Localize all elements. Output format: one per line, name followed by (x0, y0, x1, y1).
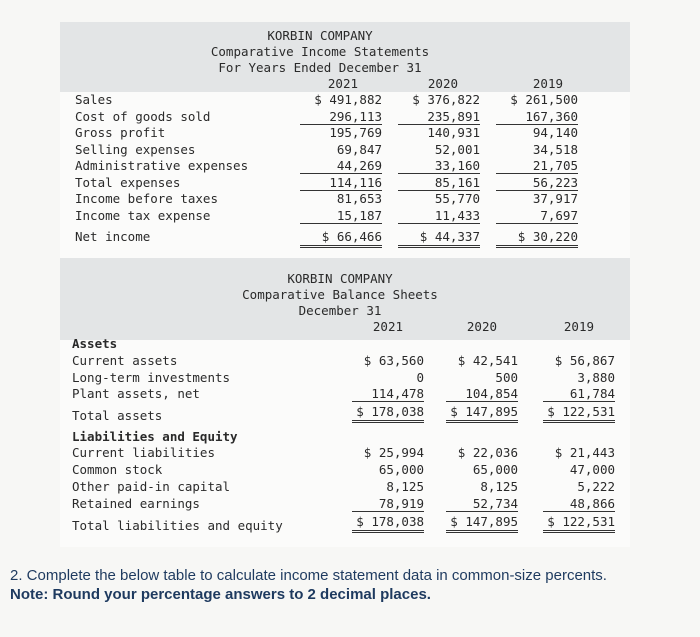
row-label: Income tax expense (75, 208, 211, 223)
underline (446, 401, 518, 402)
value-2019: 61,784 (569, 386, 615, 401)
question-note: Note: Round your percentage answers to 2 decimal places. (10, 586, 431, 603)
value-2019: 47,000 (569, 462, 615, 477)
underline (543, 401, 615, 402)
value-2019: $ 261,500 (510, 92, 578, 107)
value-2021: $ 63,560 (363, 353, 424, 368)
value-2021: 15,187 (336, 208, 382, 223)
balance-year-2021: 2021 (372, 319, 403, 334)
value-2020: $ 44,337 (419, 229, 480, 244)
value-2020: 500 (495, 370, 518, 385)
double-underline (543, 530, 615, 533)
value-2020: 52,001 (434, 142, 480, 157)
liabilities-heading: Liabilities and Equity (72, 429, 238, 444)
value-2020: $ 147,895 (450, 404, 518, 419)
value-2021: 0 (416, 370, 424, 385)
row-label: Total assets (72, 408, 163, 423)
double-underline (496, 245, 578, 248)
row-label: Other paid-in capital (72, 479, 231, 494)
value-2019: $ 56,867 (554, 353, 615, 368)
double-underline (300, 245, 382, 248)
value-2019: 37,917 (532, 191, 578, 206)
row-label: Gross profit (75, 125, 166, 140)
value-2019: 34,518 (532, 142, 578, 157)
underline (300, 223, 382, 224)
value-2021: 195,769 (329, 125, 382, 140)
value-2020: 55,770 (434, 191, 480, 206)
value-2020: 85,161 (434, 175, 480, 190)
value-2021: 114,478 (371, 386, 424, 401)
income-title: Comparative Income Statements (210, 44, 430, 59)
balance-year-2020: 2020 (466, 319, 497, 334)
value-2021: $ 66,466 (321, 229, 382, 244)
income-company: KORBIN COMPANY (267, 28, 373, 43)
value-2020: 235,891 (427, 109, 480, 124)
value-2020: $ 22,036 (457, 445, 518, 460)
underline (398, 223, 480, 224)
income-year-2021: 2021 (327, 76, 358, 91)
value-2020: 104,854 (465, 386, 518, 401)
double-underline (398, 245, 480, 248)
value-2019: $ 122,531 (547, 514, 615, 529)
income-year-2019: 2019 (532, 76, 563, 91)
value-2021: 65,000 (378, 462, 424, 477)
value-2021: $ 25,994 (363, 445, 424, 460)
value-2019: 21,705 (532, 158, 578, 173)
double-underline (543, 420, 615, 423)
value-2019: 48,866 (569, 496, 615, 511)
underline (543, 511, 615, 512)
value-2021: $ 178,038 (356, 514, 424, 529)
row-label: Common stock (72, 462, 163, 477)
value-2019: 56,223 (532, 175, 578, 190)
value-2020: 8,125 (480, 479, 518, 494)
value-2019: 94,140 (532, 125, 578, 140)
value-2019: 5,222 (577, 479, 615, 494)
value-2019: 167,360 (525, 109, 578, 124)
value-2021: 78,919 (378, 496, 424, 511)
row-label: Administrative expenses (75, 158, 249, 173)
row-label: Current assets (72, 353, 178, 368)
row-label: Total liabilities and equity (72, 518, 283, 533)
value-2020: 33,160 (434, 158, 480, 173)
question-instruction: 2. Complete the below table to calculate income statement data in common-size percents. (10, 567, 607, 584)
value-2021: 44,269 (336, 158, 382, 173)
value-2020: $ 376,822 (412, 92, 480, 107)
value-2021: 81,653 (336, 191, 382, 206)
double-underline (352, 420, 424, 423)
balance-year-2019: 2019 (563, 319, 594, 334)
value-2021: 8,125 (386, 479, 424, 494)
double-underline (446, 530, 518, 533)
assets-heading: Assets (72, 336, 118, 351)
row-label: Total expenses (75, 175, 181, 190)
value-2020: $ 42,541 (457, 353, 518, 368)
row-label: Net income (75, 229, 151, 244)
value-2020: 140,931 (427, 125, 480, 140)
value-2021: 296,113 (329, 109, 382, 124)
value-2019: 7,697 (540, 208, 578, 223)
income-year-2020: 2020 (427, 76, 458, 91)
underline (352, 511, 424, 512)
row-label: Income before taxes (75, 191, 218, 206)
row-label: Plant assets, net (72, 386, 200, 401)
balance-company: KORBIN COMPANY (287, 271, 393, 286)
row-label: Sales (75, 92, 113, 107)
value-2019: $ 122,531 (547, 404, 615, 419)
value-2021: 114,116 (329, 175, 382, 190)
value-2019: 3,880 (577, 370, 615, 385)
value-2021: $ 178,038 (356, 404, 424, 419)
value-2019: $ 21,443 (554, 445, 615, 460)
underline (352, 401, 424, 402)
underline (300, 173, 382, 174)
balance-title: Comparative Balance Sheets (242, 287, 438, 302)
value-2020: 65,000 (472, 462, 518, 477)
row-label: Cost of goods sold (75, 109, 211, 124)
underline (496, 173, 578, 174)
underline (496, 223, 578, 224)
value-2021: $ 491,882 (314, 92, 382, 107)
value-2020: 52,734 (472, 496, 518, 511)
row-label: Retained earnings (72, 496, 200, 511)
double-underline (352, 530, 424, 533)
value-2020: 11,433 (434, 208, 480, 223)
underline (398, 173, 480, 174)
balance-subtitle: December 31 (298, 303, 382, 318)
value-2019: $ 30,220 (517, 229, 578, 244)
double-underline (446, 420, 518, 423)
row-label: Long-term investments (72, 370, 231, 385)
value-2020: $ 147,895 (450, 514, 518, 529)
row-label: Selling expenses (75, 142, 196, 157)
value-2021: 69,847 (336, 142, 382, 157)
question-block (10, 566, 695, 604)
income-subtitle: For Years Ended December 31 (218, 60, 422, 75)
row-label: Current liabilities (72, 445, 215, 460)
underline (446, 511, 518, 512)
